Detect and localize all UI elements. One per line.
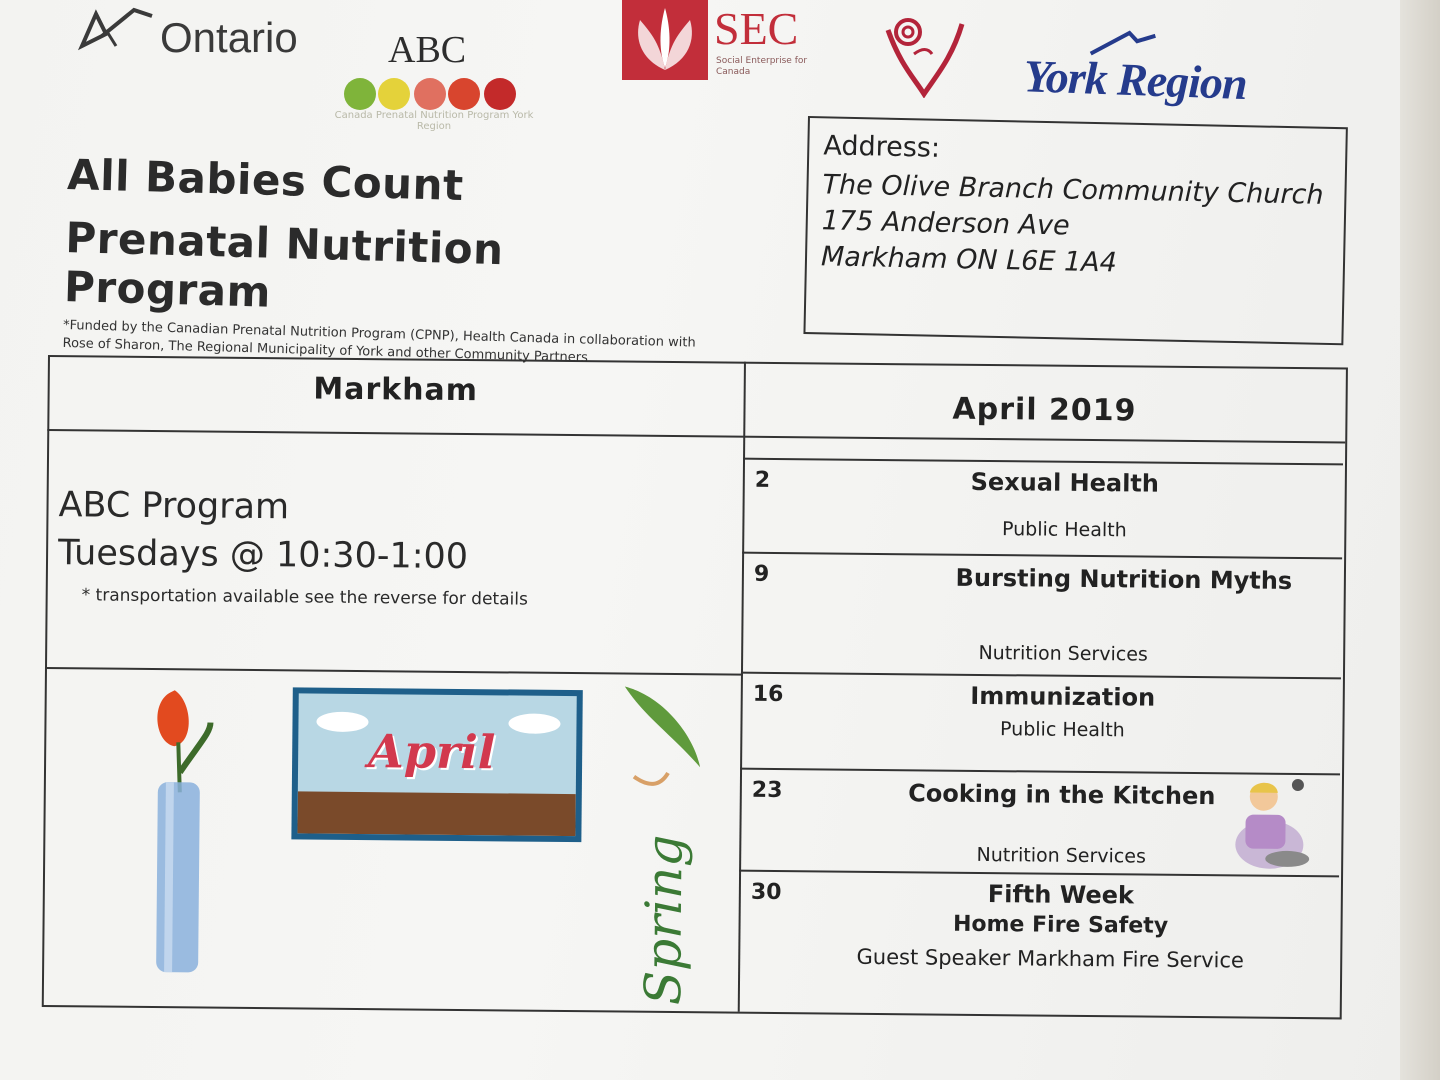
- york-region-text: York Region: [1023, 50, 1248, 110]
- cloud-icon: [312, 704, 372, 735]
- session-host: Nutrition Services: [978, 641, 1148, 666]
- april-card-ground: [297, 791, 575, 836]
- location-header: Markham: [313, 371, 479, 409]
- address-line-3: Markham ON L6E 1A4: [820, 241, 1118, 279]
- ontario-logo-text: Ontario: [160, 14, 298, 61]
- session-date: 2: [754, 467, 771, 493]
- rose-icon: [880, 14, 970, 98]
- sec-logo: [622, 0, 812, 86]
- session-subtopic: Home Fire Safety: [952, 911, 1169, 939]
- abc-logo-tagline: Canada Prenatal Nutrition Program York Region: [334, 110, 534, 132]
- session-host: Nutrition Services: [976, 843, 1147, 868]
- lotus-icon: [622, 0, 708, 80]
- tulip-vase-icon: [138, 682, 221, 983]
- abc-logo: [330, 28, 540, 138]
- session-host: Public Health: [1000, 718, 1125, 742]
- schedule-table: [42, 355, 1348, 1017]
- session-date: 16: [752, 681, 784, 708]
- address-line-1: The Olive Branch Community Church: [822, 169, 1324, 211]
- funding-note: *Funded by the Canadian Prenatal Nutrition Program (CPNP), Health Canada in collaboration with Rose of Sharon, The Regional Municipality of York and other Community Partners: [62, 317, 696, 366]
- session-date: 23: [751, 777, 783, 804]
- session-row: [741, 768, 1340, 876]
- york-region-logo: [1023, 25, 1296, 124]
- session-row: [740, 870, 1339, 1014]
- session-row: [742, 672, 1341, 774]
- ontario-logo: [76, 6, 336, 66]
- session-speaker: Guest Speaker Markham Fire Service: [856, 944, 1245, 973]
- program-title: All Babies Count: [66, 150, 465, 211]
- session-topic: Sexual Health: [970, 467, 1160, 498]
- sec-logo-tagline: Social Enterprise for Canada: [716, 56, 808, 77]
- sec-logo-text: SEC: [714, 3, 799, 54]
- session-host: Public Health: [1001, 518, 1127, 542]
- session-topic: Fifth Week: [987, 880, 1135, 910]
- spring-decoration: [633, 831, 704, 1006]
- cloud-icon: [504, 705, 564, 736]
- session-topic: Bursting Nutrition Myths: [955, 563, 1293, 595]
- april-card: [291, 687, 582, 842]
- program-time: Tuesdays @ 10:30-1:00: [57, 533, 469, 578]
- cooking-woman-icon: [1227, 774, 1312, 871]
- program-name: ABC Program: [58, 485, 290, 528]
- abc-logo-text: ABC: [388, 29, 467, 71]
- april-card-text: April: [367, 724, 496, 780]
- trillium-icon: [76, 6, 156, 56]
- address-box: [803, 116, 1347, 345]
- session-date: 9: [753, 561, 770, 587]
- session-row: [744, 458, 1343, 558]
- session-row: [743, 552, 1342, 678]
- paper-edge: [1400, 0, 1440, 1080]
- transportation-note: * transportation available see the reverse for details: [81, 585, 528, 610]
- address-line-2: 175 Anderson Ave: [821, 205, 1070, 242]
- session-topic: Immunization: [970, 681, 1156, 712]
- address-label: Address:: [823, 130, 941, 164]
- month-header: April 2019: [952, 391, 1137, 429]
- title-block: [62, 150, 707, 371]
- program-subtitle: Prenatal Nutrition Program: [63, 212, 505, 317]
- session-date: 30: [750, 879, 782, 906]
- rose-of-sharon-logo: [880, 14, 970, 98]
- spring-text: Spring: [633, 834, 694, 1006]
- apples-icon: [342, 74, 522, 112]
- session-topic: Cooking in the Kitchen: [908, 779, 1216, 811]
- leaf-swirl-icon: [604, 676, 715, 807]
